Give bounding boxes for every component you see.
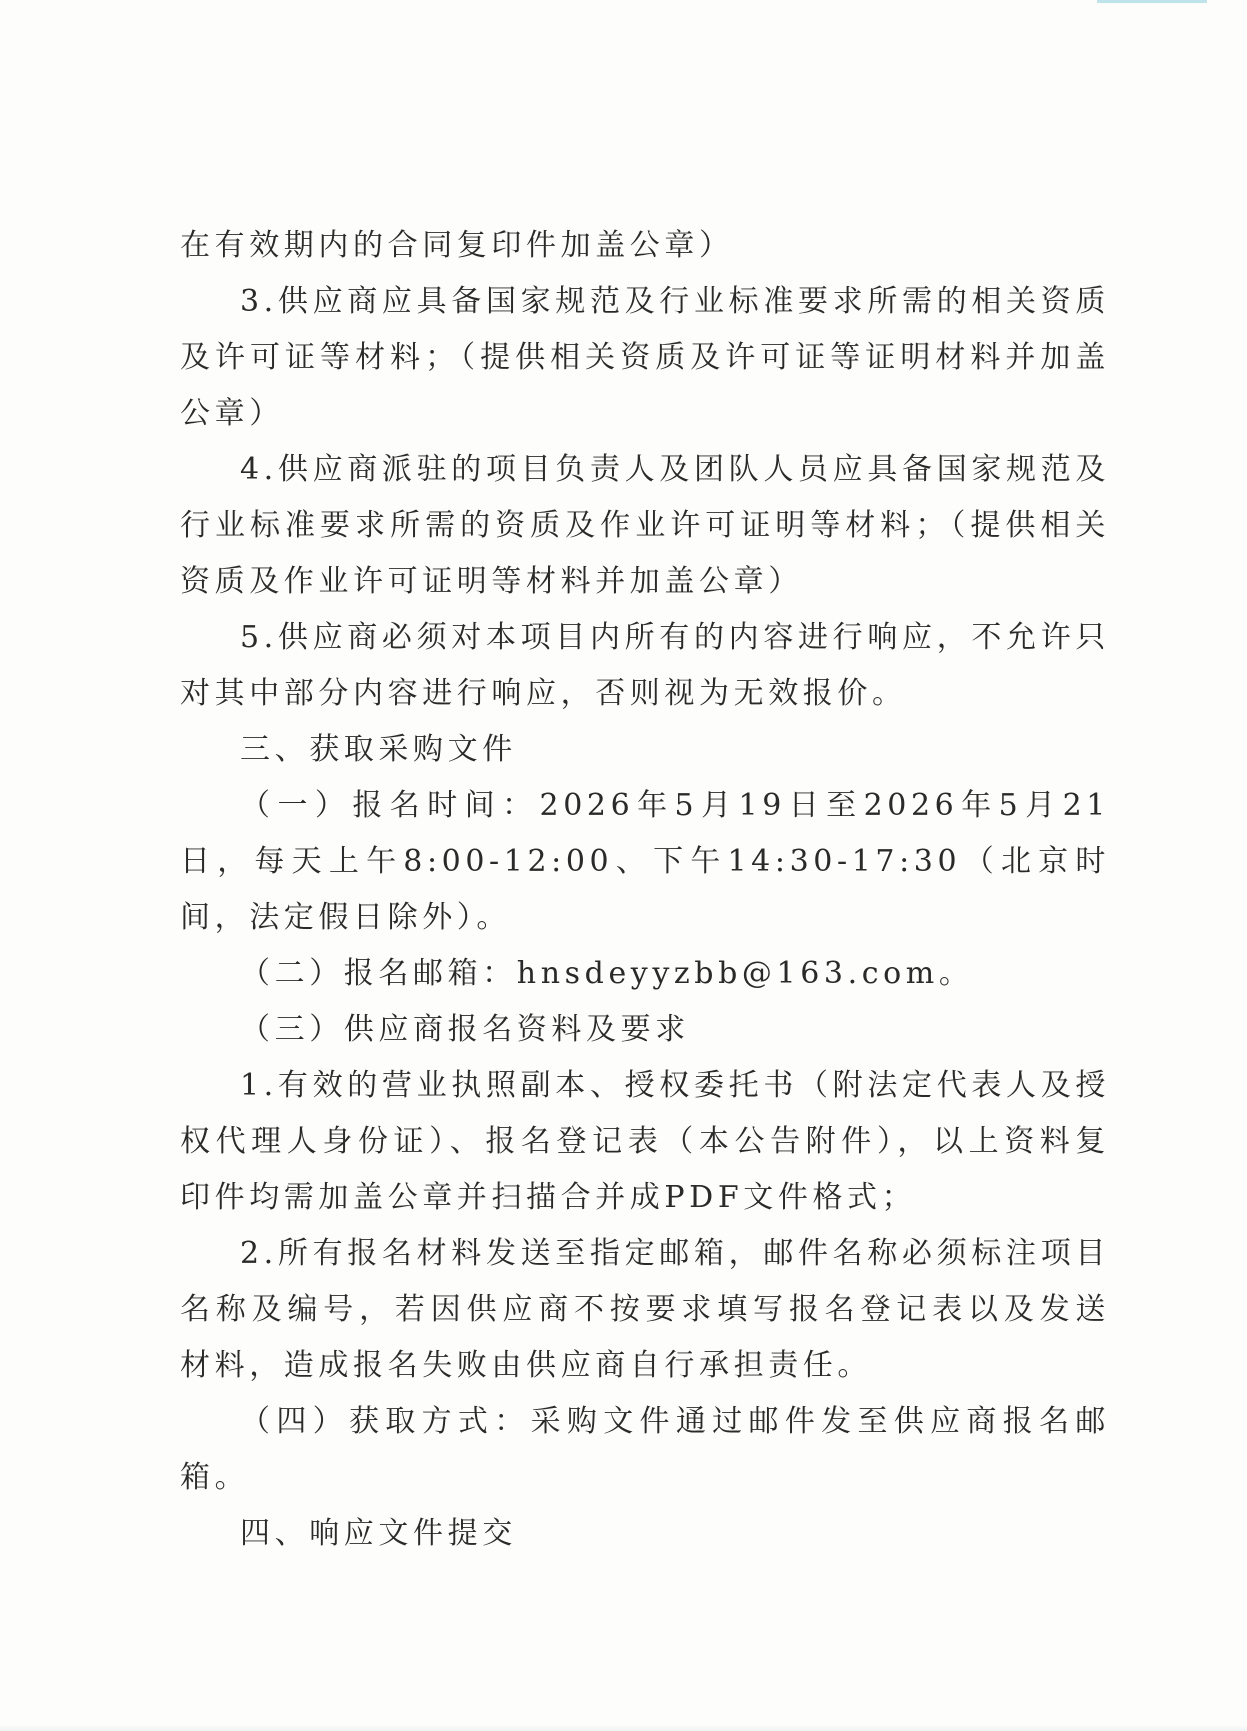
paragraph-registration-email: （二）报名邮箱：hnsdeyyzbb@163.com。 (240, 956, 974, 991)
section-heading-obtain-documents: 三、获取采购文件 (240, 732, 517, 767)
section-heading-submit-response: 四、响应文件提交 (240, 1516, 517, 1551)
paragraph-item-3-qualification: 3.供应商应具备国家规范及行业标准要求所需的相关资质及许可证等材料；（提供相关资质及许可证等证明材料并加盖公章） (180, 284, 1110, 431)
paragraph-material-1: 1.有效的营业执照副本、授权委托书（附法定代表人及授权代理人身份证）、报名登记表（本公告附件），以上资料复印件均需加盖公章并扫描合并成PDF文件格式； (180, 1068, 1110, 1215)
scan-artifact (0, 1725, 1247, 1731)
paragraph-obtain-method: （四）获取方式：采购文件通过邮件发至供应商报名邮箱。 (180, 1404, 1110, 1495)
scan-artifact (1097, 0, 1207, 3)
document-body (180, 218, 1110, 1562)
paragraph-registration-time: （一）报名时间：2026年5月19日至2026年5月21日，每天上午8:00-12:00、下午14:30-17:30（北京时间，法定假日除外）。 (180, 788, 1110, 935)
paragraph-item-5-response: 5.供应商必须对本项目内所有的内容进行响应，不允许只对其中部分内容进行响应，否则视为无效报价。 (180, 620, 1110, 711)
paragraph-material-2: 2.所有报名材料发送至指定邮箱，邮件名称必须标注项目名称及编号，若因供应商不按要求填写报名登记表以及发送材料，造成报名失败由供应商自行承担责任。 (180, 1236, 1110, 1383)
paragraph-contract-copy: 在有效期内的合同复印件加盖公章） (180, 228, 734, 263)
paragraph-item-4-personnel: 4.供应商派驻的项目负责人及团队人员应具备国家规范及行业标准要求所需的资质及作业许可证明等材料；（提供相关资质及作业许可证明等材料并加盖公章） (180, 452, 1110, 599)
subheading-supplier-materials: （三）供应商报名资料及要求 (240, 1012, 690, 1047)
